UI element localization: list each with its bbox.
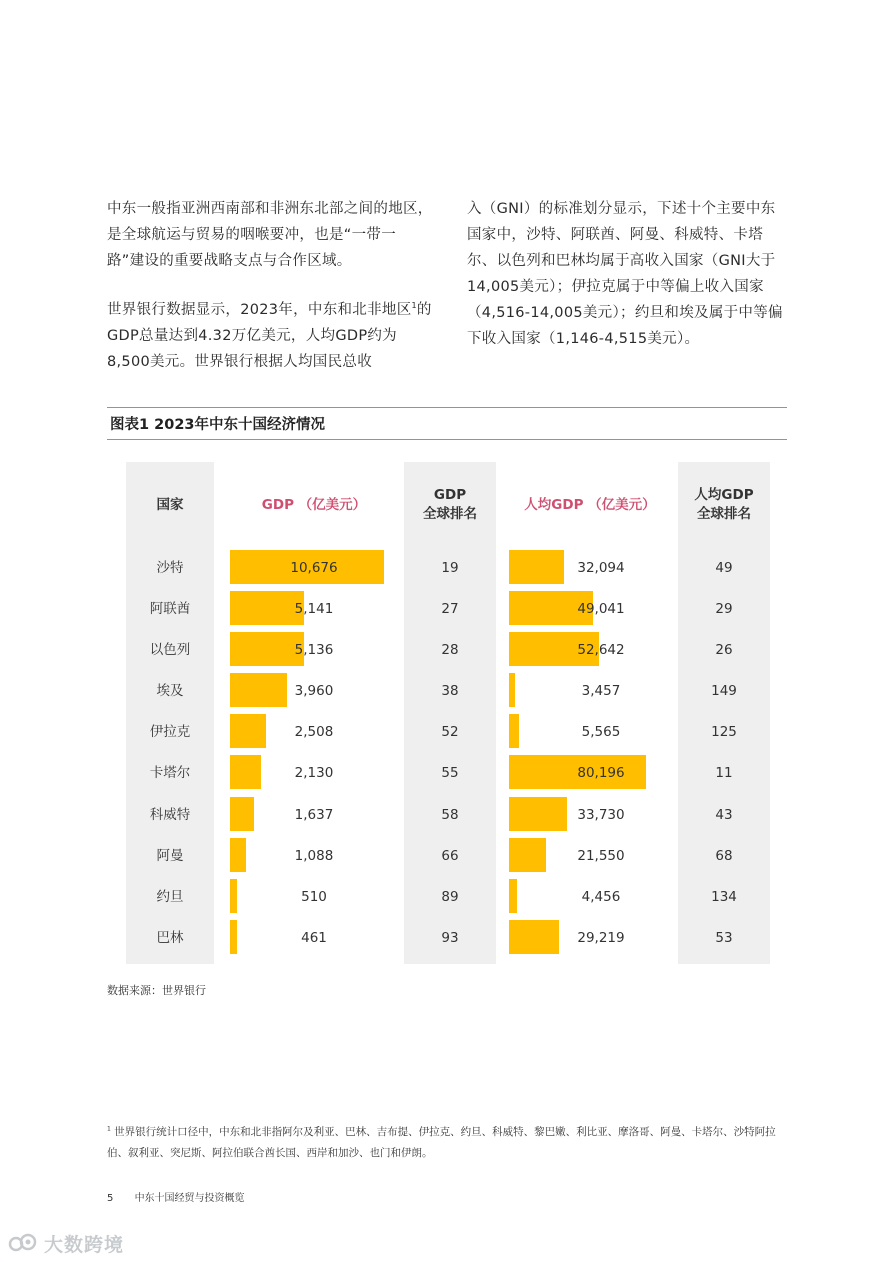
gdppc-rank: 26 xyxy=(715,642,733,658)
table-row xyxy=(0,918,892,958)
gdppc-value: 52,642 xyxy=(577,642,625,658)
page-footer xyxy=(107,1189,245,1204)
gdp-value: 2,130 xyxy=(294,765,334,781)
gdppc-value: 5,565 xyxy=(581,724,621,740)
table-row xyxy=(0,795,892,835)
table-row xyxy=(0,630,892,670)
intro-paragraph-left-2 xyxy=(107,297,433,375)
figure-rule-top xyxy=(107,407,787,408)
gdppc-value: 29,219 xyxy=(577,930,625,946)
gdp-rank: 52 xyxy=(441,724,459,740)
gdp-value: 10,676 xyxy=(290,560,338,576)
footnote-ref[interactable]: 1 xyxy=(411,301,417,311)
gdp-value: 3,960 xyxy=(294,683,334,699)
gdppc-rank: 11 xyxy=(715,765,733,781)
gdppc-value: 21,550 xyxy=(577,848,625,864)
gdp-rank: 19 xyxy=(441,560,459,576)
table-row xyxy=(0,836,892,876)
gdppc-value: 3,457 xyxy=(581,683,621,699)
figure-title: 图表1 2023年中东十国经济情况 xyxy=(110,417,325,433)
country-name: 巴林 xyxy=(156,930,184,946)
logo-icon xyxy=(8,1232,38,1254)
gdp-rank: 28 xyxy=(441,642,459,658)
figure-rule-bottom xyxy=(107,439,787,440)
country-name: 约旦 xyxy=(156,889,184,905)
country-name: 埃及 xyxy=(156,683,184,699)
header-gdp-per-capita: 人均GDP （亿美元） xyxy=(524,496,656,513)
country-name: 阿联酋 xyxy=(149,601,191,617)
watermark xyxy=(8,1230,124,1256)
country-name: 卡塔尔 xyxy=(149,765,191,781)
intro-paragraph-right: 入（GNI）的标准划分显示，下述十个主要中东国家中，沙特、阿联酋、阿曼、科威特、卡塔尔、以色列和巴林均属于高收入国家（GNI大于14,005美元）；伊拉克属于中等偏上收入国家（4,516-14,005美元）；约旦和埃及属于中等偏下收入国家（1,146-4,515美元）。 xyxy=(467,201,783,347)
watermark-text: 大数跨境 xyxy=(44,1233,125,1256)
gdp-rank: 38 xyxy=(441,683,459,699)
intro-paragraph-left-1: 中东一般指亚洲西南部和非洲东北部之间的地区，是全球航运与贸易的咽喉要冲，也是“一带一路”建设的重要战略支点与合作区域。 xyxy=(107,201,433,269)
gdp-rank: 89 xyxy=(441,889,459,905)
footnote xyxy=(107,1122,787,1164)
gdp-value: 461 xyxy=(301,930,327,946)
gdppc-rank: 134 xyxy=(711,889,737,905)
gdp-value: 5,141 xyxy=(294,601,334,617)
table-row xyxy=(0,877,892,917)
gdp-rank: 66 xyxy=(441,848,459,864)
header-gdp: GDP （亿美元） xyxy=(261,496,367,513)
gdp-value: 5,136 xyxy=(294,642,334,658)
gdp-rank: 27 xyxy=(441,601,459,617)
gdppc-value: 49,041 xyxy=(577,601,625,617)
gdppc-rank: 29 xyxy=(715,601,733,617)
table-row xyxy=(0,671,892,711)
gdp-rank: 55 xyxy=(441,765,459,781)
gdppc-value: 32,094 xyxy=(577,560,625,576)
gdp-value: 2,508 xyxy=(294,724,334,740)
gdp-value: 1,637 xyxy=(294,807,334,823)
gdppc-value: 33,730 xyxy=(577,807,625,823)
table-row xyxy=(0,753,892,793)
gdppc-value: 4,456 xyxy=(581,889,621,905)
page-number: 5 xyxy=(107,1193,114,1204)
gdp-value: 510 xyxy=(301,889,327,905)
country-name: 阿曼 xyxy=(156,848,184,864)
country-name: 以色列 xyxy=(149,642,191,658)
table-row xyxy=(0,548,892,588)
document-title: 中东十国经贸与投资概览 xyxy=(134,1193,245,1204)
intro-text-part-a: 世界银行数据显示，2023年，中东和北非地区 xyxy=(107,302,412,318)
gdppc-rank: 43 xyxy=(715,807,733,823)
table-row xyxy=(0,712,892,752)
country-name: 伊拉克 xyxy=(149,724,191,740)
gdp-rank: 58 xyxy=(441,807,459,823)
country-name: 科威特 xyxy=(149,807,191,823)
gdppc-rank: 49 xyxy=(715,560,733,576)
gdppc-rank: 68 xyxy=(715,848,733,864)
country-name: 沙特 xyxy=(156,560,184,576)
header-country: 国家 xyxy=(156,496,184,513)
header-gdppc-rank: 人均GDP 全球排名 xyxy=(694,487,754,522)
header-gdp-rank: GDP 全球排名 xyxy=(423,487,477,522)
gdppc-rank: 149 xyxy=(711,683,737,699)
gdp-value: 1,088 xyxy=(294,848,334,864)
footnote-text: 世界银行统计口径中，中东和北非指阿尔及利亚、巴林、吉布提、伊拉克、约旦、科威特、黎巴嫩、利比亚、摩洛哥、阿曼、卡塔尔、沙特阿拉伯、叙利亚、突尼斯、阿拉伯联合酋长国、西岸和加沙、也门和伊朗。 xyxy=(107,1126,776,1159)
gdppc-value: 80,196 xyxy=(577,765,625,781)
gdppc-rank: 53 xyxy=(715,930,733,946)
footnote-number: 1 xyxy=(107,1125,111,1133)
intro-text-part-b: 的GDP总量达到4.32万亿美元，人均GDP约为8,500美元。世界银行根据人均国民总收 xyxy=(107,302,432,370)
table-row xyxy=(0,589,892,629)
gdp-rank: 93 xyxy=(441,930,459,946)
gdppc-rank: 125 xyxy=(711,724,737,740)
figure-source: 数据来源：世界银行 xyxy=(107,984,206,997)
